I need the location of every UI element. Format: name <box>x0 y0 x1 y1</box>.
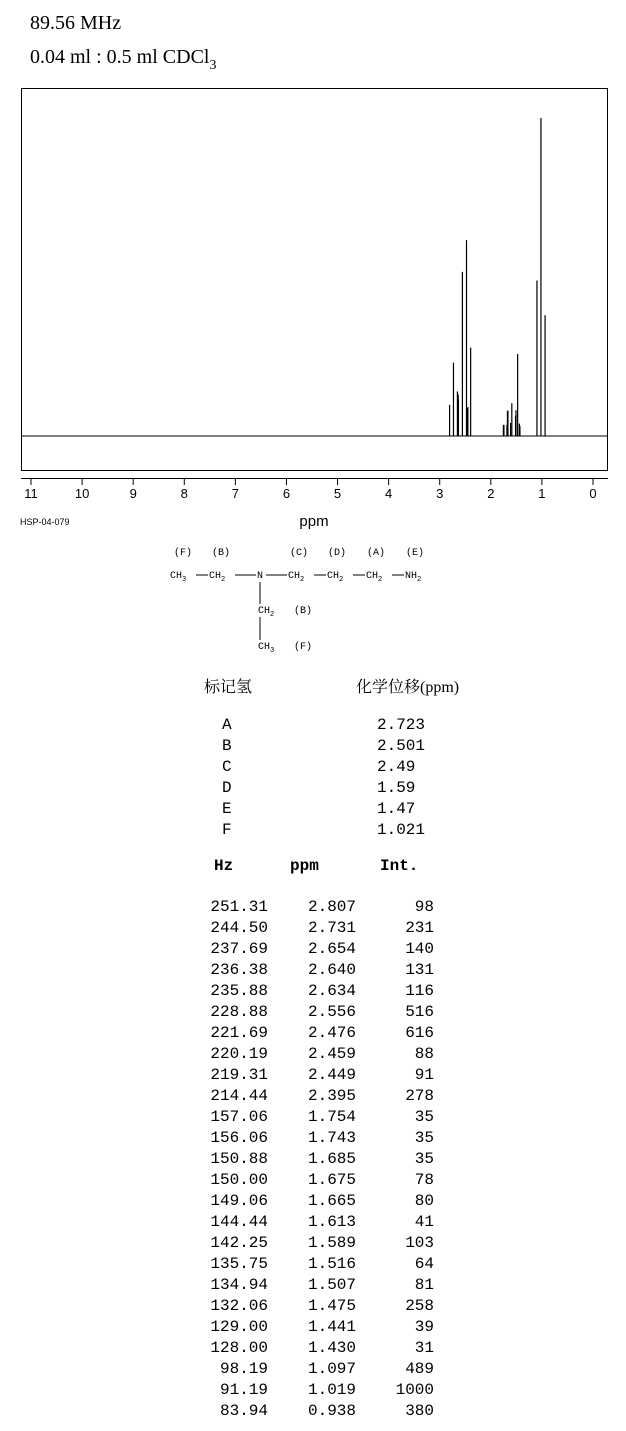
peak-int: 616 <box>405 1024 434 1042</box>
peak-ppm: 1.685 <box>307 1150 356 1168</box>
x-axis-ticks <box>24 478 596 501</box>
x-tick-label: 1 <box>538 486 546 501</box>
peak-int: 78 <box>414 1171 434 1189</box>
x-tick-label: 3 <box>436 486 444 501</box>
assignment-label: B <box>222 737 232 755</box>
peak-hz: 251.31 <box>210 898 268 916</box>
assignment-header-label: 标记氢 <box>204 679 253 696</box>
peak-ppm: 1.675 <box>307 1171 356 1189</box>
peak-int: 1000 <box>395 1381 434 1399</box>
peak-ppm: 1.507 <box>307 1276 356 1294</box>
peak-ppm: 2.556 <box>307 1003 356 1021</box>
x-tick-label: 9 <box>129 486 137 501</box>
peak-hz: 221.69 <box>210 1024 268 1042</box>
peak-hz: 149.06 <box>210 1192 268 1210</box>
group-ch2: $CH_2$ <box>288 571 305 584</box>
structure-label: (F) <box>174 548 193 559</box>
group-ch3: $CH_3$ <box>170 571 187 584</box>
peak-hz: 135.75 <box>210 1255 268 1273</box>
peak-ppm: 1.475 <box>307 1297 356 1315</box>
peak-int: 91 <box>414 1066 434 1084</box>
x-tick-label: 10 <box>74 486 90 501</box>
x-tick-label: 0 <box>589 486 597 501</box>
peak-ppm: 1.743 <box>307 1129 356 1147</box>
peak-header-ppm: ppm <box>290 857 319 875</box>
peak-int: 98 <box>414 898 434 916</box>
peak-hz: 228.88 <box>210 1003 268 1021</box>
assignment-label: A <box>222 716 232 734</box>
peak-hz: 235.88 <box>210 982 268 1000</box>
peak-hz: 144.44 <box>210 1213 268 1231</box>
peak-hz: 244.50 <box>210 919 268 937</box>
x-axis-label: ppm <box>299 513 329 530</box>
assignment-shift: 1.59 <box>377 779 416 797</box>
peak-ppm: 1.516 <box>307 1255 356 1273</box>
solvent-text: 0.04 ml : 0.5 ml CDCl <box>30 46 210 68</box>
assignment-label: C <box>222 758 232 776</box>
spectrum-trace <box>22 118 607 436</box>
peak-header-hz: Hz <box>214 857 234 875</box>
assignment-header-shift: 化学位移(ppm) <box>356 679 460 696</box>
x-tick-label: 6 <box>282 486 291 501</box>
peak-ppm: 2.640 <box>307 961 356 979</box>
peak-header-int: Int. <box>380 857 419 875</box>
peak-int: 103 <box>405 1234 434 1252</box>
peak-int: 131 <box>405 961 434 979</box>
peak-ppm: 1.589 <box>307 1234 356 1252</box>
structure-label: (C) <box>290 548 309 559</box>
group-ch2: $CH_2$ <box>366 571 383 584</box>
peak-ppm: 1.754 <box>307 1108 356 1126</box>
peak-ppm: 0.938 <box>307 1402 356 1420</box>
peak-hz: 237.69 <box>210 940 268 958</box>
assignment-label: E <box>222 800 232 818</box>
peak-int: 116 <box>405 982 434 1000</box>
sample-id: HSP-04-079 <box>20 517 70 527</box>
peak-int: 35 <box>414 1108 434 1126</box>
structure-labels-top <box>174 547 424 559</box>
assignment-shift: 1.47 <box>377 800 416 818</box>
peak-int: 88 <box>414 1045 434 1063</box>
x-tick-label: 5 <box>333 486 342 501</box>
peak-ppm: 2.395 <box>307 1087 356 1105</box>
peak-ppm: 2.654 <box>307 940 356 958</box>
assignment-label: F <box>222 821 232 839</box>
x-tick-label: 7 <box>231 486 239 501</box>
group-nh2: $NH_2$ <box>405 571 422 584</box>
peak-ppm: 1.019 <box>307 1381 356 1399</box>
group-ch3: $CH_3$ <box>258 642 275 655</box>
structure-label: (E) <box>406 548 425 559</box>
peak-hz: 134.94 <box>210 1276 268 1294</box>
assignment-shift: 2.501 <box>377 737 426 755</box>
peak-int: 380 <box>405 1402 434 1420</box>
peak-ppm: 1.613 <box>307 1213 356 1231</box>
peak-ppm: 2.731 <box>307 919 356 937</box>
peak-ppm: 2.634 <box>307 982 356 1000</box>
peak-hz: 128.00 <box>210 1339 268 1357</box>
peak-int: 35 <box>414 1150 434 1168</box>
structure-branch <box>258 582 312 655</box>
peak-int: 258 <box>405 1297 434 1315</box>
peak-ppm: 1.097 <box>307 1360 356 1378</box>
peak-int: 231 <box>405 919 434 937</box>
group-ch2: $CH_2$ <box>327 571 344 584</box>
peak-ppm: 1.430 <box>307 1339 356 1357</box>
x-tick-label: 4 <box>385 486 393 501</box>
peak-int: 489 <box>405 1360 434 1378</box>
peak-hz: 156.06 <box>210 1129 268 1147</box>
solvent-subscript: 3 <box>209 58 217 73</box>
peak-int: 41 <box>414 1213 434 1231</box>
peak-hz: 83.94 <box>219 1402 268 1420</box>
nmr-spectrum-chart <box>0 0 626 535</box>
structure-label: (A) <box>367 548 386 559</box>
peak-int: 278 <box>405 1087 434 1105</box>
peak-hz: 214.44 <box>210 1087 268 1105</box>
peak-int: 81 <box>414 1276 434 1294</box>
structure-label: (B) <box>294 606 313 617</box>
chemical-structure <box>160 540 460 655</box>
peak-int: 64 <box>414 1255 434 1273</box>
peak-int: 35 <box>414 1129 434 1147</box>
peak-hz: 236.38 <box>210 961 268 979</box>
peak-hz: 150.00 <box>210 1171 268 1189</box>
peak-hz: 219.31 <box>210 1066 268 1084</box>
peak-ppm: 2.476 <box>307 1024 356 1042</box>
assignment-shift: 2.723 <box>377 716 426 734</box>
peak-hz: 142.25 <box>210 1234 268 1252</box>
assignment-shift: 1.021 <box>377 821 426 839</box>
peak-hz: 220.19 <box>210 1045 268 1063</box>
peak-hz: 132.06 <box>210 1297 268 1315</box>
peak-hz: 91.19 <box>219 1381 268 1399</box>
structure-label: (D) <box>328 548 347 559</box>
x-tick-label: 11 <box>24 486 38 501</box>
peak-ppm: 2.459 <box>307 1045 356 1063</box>
peak-int: 39 <box>414 1318 434 1336</box>
peak-hz: 157.06 <box>210 1108 268 1126</box>
group-ch2: $CH_2$ <box>209 571 226 584</box>
assignment-shift: 2.49 <box>377 758 416 776</box>
peak-hz: 129.00 <box>210 1318 268 1336</box>
assignment-label: D <box>222 779 232 797</box>
plot-frame <box>22 89 608 471</box>
spectrometer-frequency: 89.56 MHz <box>30 12 122 34</box>
peak-ppm: 1.665 <box>307 1192 356 1210</box>
peak-int: 140 <box>405 940 434 958</box>
x-tick-label: 2 <box>487 486 495 501</box>
peak-hz: 150.88 <box>210 1150 268 1168</box>
x-tick-label: 8 <box>180 486 188 501</box>
peak-ppm: 2.807 <box>307 898 356 916</box>
peak-int: 80 <box>414 1192 434 1210</box>
structure-chain <box>170 571 421 584</box>
structure-label: (B) <box>212 548 231 559</box>
atom-n: N <box>257 571 264 582</box>
structure-label: (F) <box>294 642 313 653</box>
peak-ppm: 2.449 <box>307 1066 356 1084</box>
peak-ppm: 1.441 <box>307 1318 356 1336</box>
group-ch2: $CH_2$ <box>258 606 275 619</box>
peak-int: 31 <box>414 1339 434 1357</box>
peak-int: 516 <box>405 1003 434 1021</box>
peak-hz: 98.19 <box>219 1360 268 1378</box>
